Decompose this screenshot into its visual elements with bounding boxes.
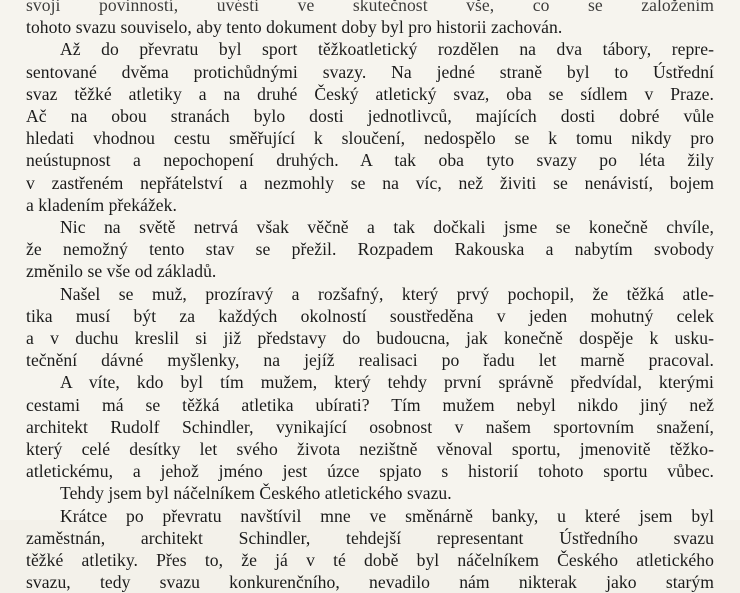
text-line: Ač na obou stranách bylo dosti jednotlivců, majících dosti dobré vůle	[26, 106, 714, 127]
text-line: atletickému, a jehož jméno jest úzce spjato s historií tohoto sportu vůbec.	[26, 461, 714, 482]
text-line: svoji povinností, uvésti ve skutečnost vše, co se založením	[26, 0, 714, 15]
text-line: svaz těžké atletiky a na druhé Český atletický svaz, oba se sídlem v Praze.	[26, 83, 714, 104]
text-line: svazu, tedy svazu konkurenčního, nevadilo nám nikterak jako starým	[26, 572, 714, 593]
text-line: architekt Rudolf Schindler, vynikající osobnost v našem sportovním snažení,	[26, 416, 714, 437]
body-text	[26, 0, 714, 593]
text-line: cestami má se těžká atletika ubírati? Tím mužem nebyl nikdo jiný než	[26, 394, 714, 415]
text-line: A víte, kdo byl tím mužem, který tehdy první správně předvídal, kterými	[60, 372, 714, 393]
text-line: tohoto svazu souviselo, aby tento dokument doby byl pro historii zachován.	[26, 17, 563, 38]
text-line: těžké atletiky. Přes to, že já v té době byl náčelníkem Českého atletického	[26, 550, 714, 571]
text-line: a v duchu kreslil si již představy do budoucna, jak konečně dospěje k usku-	[26, 328, 714, 349]
text-line: Našel se muž, prozíravý a rozšafný, který prvý pochopil, že těžká atle-	[60, 283, 714, 304]
text-line: tika musí být za každých okolností soustředěna v jeden mohutný celek	[26, 305, 714, 326]
text-line: hledati vhodnou cestu směřující k sloučení, nedospělo se k tomu nikdy pro	[26, 128, 714, 149]
text-line: a kladením překážek.	[26, 194, 177, 215]
text-line: neústupnost a nepochopení druhých. A tak oba tyto svazy po léta žily	[26, 150, 714, 171]
text-line: sentované dvěma protichůdnými svazy. Na jedné straně byl to Ústřední	[26, 61, 714, 82]
text-line: Tehdy jsem byl náčelníkem Českého atletického svazu.	[60, 483, 452, 504]
text-line: zaměstnán, architekt Schindler, tehdejší representant Ústředního svazu	[26, 527, 714, 548]
text-line: Krátce po převratu navštívil mne ve směnárně banky, u které jsem byl	[60, 505, 714, 526]
text-line: který celé desítky let svého života nezištně věnoval sportu, jmenovitě těžko-	[26, 439, 714, 460]
text-line: Nic na světě netrvá však věčně a tak dočkali jsme se konečně chvíle,	[60, 217, 714, 238]
text-line: tečnění dávné myšlenky, na jejíž realisaci po řadu let marně pracoval.	[26, 350, 714, 371]
text-line: Až do převratu byl sport těžkoatletický rozdělen na dva tábory, repre-	[60, 39, 714, 60]
text-line: v zastřeném nepřátelství a nezmohly se na víc, než živiti se nenávistí, bojem	[26, 172, 714, 193]
text-line: že nemožný tento stav se přežil. Rozpadem Rakouska a nabytím svobody	[26, 239, 714, 260]
text-line: změnilo se vše od základů.	[26, 261, 217, 282]
